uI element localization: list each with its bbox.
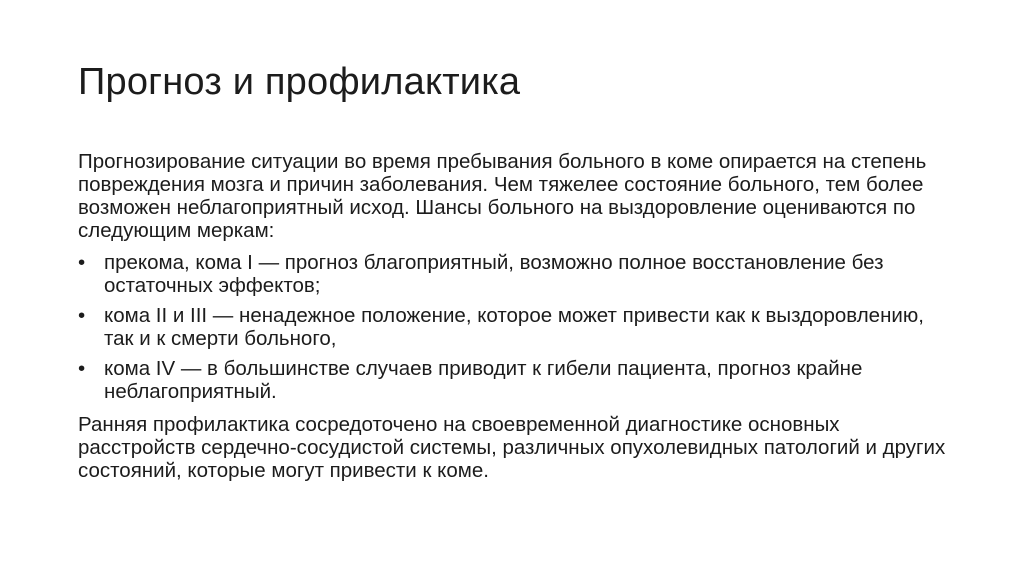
- bullet-icon: •: [78, 357, 86, 380]
- bullet-text: кома II и III — ненадежное положение, которое может привести как к выздоровлению, так и к смерти больного,: [104, 304, 924, 350]
- bullet-text: прекома, кома I — прогноз благоприятный, возможно полное восстановление без остаточных эффектов;: [104, 251, 884, 297]
- bullet-icon: •: [78, 251, 86, 274]
- list-item: [78, 251, 958, 297]
- slide-body: [78, 150, 958, 491]
- slide-title: Прогноз и профилактика: [78, 61, 521, 103]
- list-item: [78, 357, 958, 403]
- closing-paragraph: Ранняя профилактика сосредоточено на своевременной диагностике основных расстройств сердечно-сосудистой системы, различных опухолевидных патологий и других состояний, которые могут привести к коме.: [78, 413, 946, 482]
- bullet-icon: •: [78, 304, 86, 327]
- bullet-list: [78, 251, 958, 403]
- intro-paragraph: Прогнозирование ситуации во время пребывания больного в коме опирается на степень повреждения мозга и причин заболевания. Чем тяжелее состояние больного, тем более возможен неблагоприятный исход. Шансы больного на выздоровление оцениваются по следующим меркам:: [78, 150, 927, 242]
- bullet-text: кома IV — в большинстве случаев приводит к гибели пациента, прогноз крайне неблагоприятный.: [104, 357, 863, 403]
- list-item: [78, 304, 958, 350]
